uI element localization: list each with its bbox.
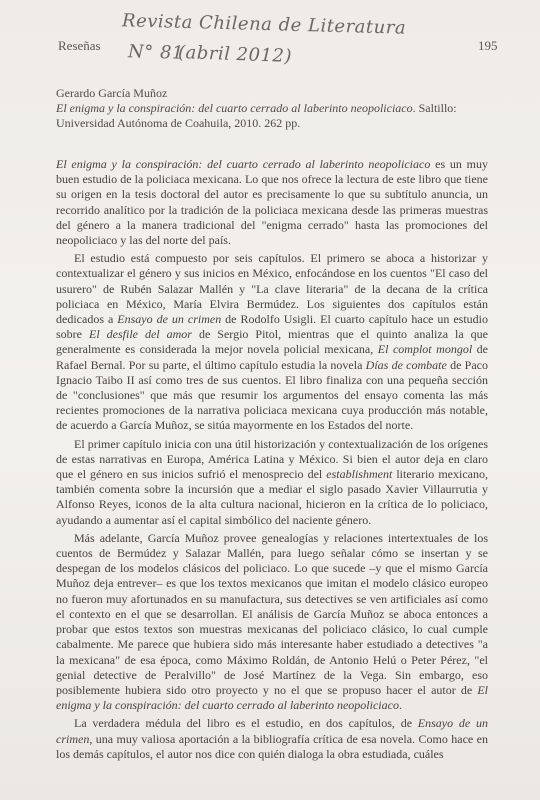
paragraph-text: de Rafael Bernal. Por su parte, el último capítulo estudia la novela	[56, 342, 489, 372]
paragraph-text: , una muy valiosa aportación a la bibliografía crítica de esa novela. Como hace en los demás capítulos, el autor nos dice con quién dialoga la obra estudiada, cuáles	[56, 731, 488, 761]
paragraph-text: Más adelante, García Muñoz provee genealogías y relaciones intertextuales de los cuentos de Bermúdez y Salazar Mallén, para luego señalar cómo se insertan y se despegan de los modelos clásicos del policiaco. Lo que sucede –y que el mismo García Muñoz deja entrever– es que los textos mexicanos que imitan el modelo clásico europeo no fueron muy afortunados en su manufactura, sus detectives se ven artificiales así como el contexto en el que se desarrollan. El análisis de García Muñoz se aboca entonces a probar que estos textos son muestras mexicanas del policiaco clásico, lo cual cumple cabalmente. Me parece que hubiera sido más interesante haber estudiado a detectives "a la mexicana" de esa época, como Máximo Roldán, de Antonio Helú o Peter Pérez, "el genial detective de Peralvillo" de José Martínez de la Vega. Sin embargo, eso posiblemente hubiera sido otro proyecto y no el que se propuso hacer el autor de	[56, 530, 488, 697]
citation-author: Gerardo García Muñoz	[56, 86, 168, 100]
foreign-term: establishment	[326, 467, 393, 482]
paragraph-text: El estudio está compuesto por seis capítulos. El primero se aboca a historizar y contextualizar el género y sus inicios en México, enfocándose en los cuentos "El caso del usurero" de Rubén Salazar Mallén y "La clave literaria" de la decana de la crítica policiaca en México, María Elvira Bermúdez. Los siguientes dos capítulos están dedicados a	[56, 251, 488, 327]
paragraph-text: .	[398, 698, 402, 713]
paragraph-1	[56, 157, 488, 248]
citation-details	[56, 101, 486, 131]
handwritten-journal-name: Revista Chilena de Literatura	[121, 10, 407, 39]
paragraph-text: La verdadera médula del libro es el estudio, en dos capítulos, de	[74, 716, 418, 731]
book-title-ref: El enigma y la conspiración: del cuarto cerrado al laberinto neopoliciaco	[56, 682, 488, 713]
work-title: Ensayo de un crimen	[117, 312, 222, 327]
handwritten-date: (abril 2012)	[177, 42, 293, 67]
work-title: El desfile del amor	[89, 327, 192, 342]
book-citation	[56, 86, 486, 131]
paragraph-3	[56, 437, 488, 528]
work-title: Ensayo de un crimen	[56, 716, 488, 746]
review-body	[56, 157, 488, 765]
paragraph-5	[56, 716, 488, 762]
paragraph-text: es un muy buen estudio de la policiaca mexicana. Lo que nos ofrece la lectura de este libro que tiene su origen en la tesis doctoral del autor es precisamente lo que su subtítulo anuncia, un recorrido analítico por la tradición de la policiaca mexicana desde las primeras muestras del género a la manera tradicional del "enigma cerrado" hasta las promociones del neopoliciaco y las del norte del país.	[56, 157, 488, 248]
section-header: Reseñas	[58, 38, 101, 53]
paragraph-text: literario mexicano, también comenta sobre la incursión que a mediar el siglo pasado Xavier Villaurrutia y Alfonso Reyes, iconos de la alta cultura nacional, hicieron en la crítica de lo policiaco, ayudando a aumentar así el capital simbólico del naciente género.	[56, 467, 488, 527]
paragraph-text: de Paco Ignacio Taibo II así como tres de sus cuentos. El libro finaliza con una pequeña sección de "conclusiones" que más que resumir los argumentos del ensayo comenta las más recientes promociones de la narrativa policiaca mexicana cuya producción más notable, de acuerdo a García Muñoz, se sitúa mayormente en los Estados del norte.	[56, 357, 488, 433]
handwritten-issue-number: N° 81	[127, 41, 185, 64]
paragraph-text: de Sergio Pitol, mientras que el quinto analiza la que generalmente es considerada la mejor novela policial mexicana,	[56, 327, 488, 357]
paragraph-text: de Rodolfo Usigli. El cuarto capítulo hace un estudio sobre	[56, 312, 488, 342]
paragraph-text: El primer capítulo inicia con una útil historización y contextualización de los orígenes de estas narrativas en Europa, América Latina y México. Si bien el autor deja en claro que el género en sus inicios sufrió el menosprecio del	[56, 436, 488, 482]
work-title: Días de combate	[365, 357, 447, 372]
paragraph-4	[56, 531, 488, 713]
citation-publisher: . Saltillo: Universidad Autónoma de Coahuila, 2010. 262 pp.	[56, 101, 457, 130]
book-title-ref: El enigma y la conspiración: del cuarto cerrado al laberinto neopoliciaco	[56, 157, 431, 171]
paragraph-2	[56, 251, 488, 433]
citation-book-title: El enigma y la conspiración: del cuarto cerrado al laberinto neopoliciaco	[56, 101, 413, 115]
page-number: 195	[478, 38, 498, 53]
work-title: El complot mongol	[377, 342, 473, 357]
